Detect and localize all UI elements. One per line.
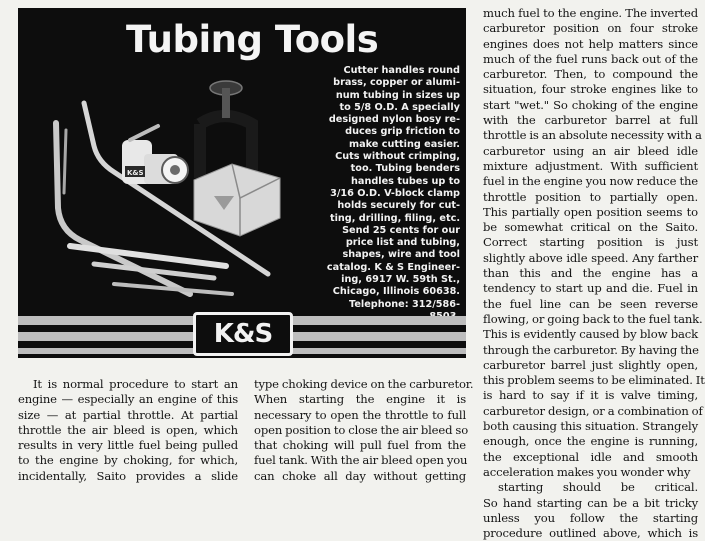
ks-logo-text: K&S: [213, 319, 273, 349]
article-column-middle: type choking device on the carburetor. When starting the engine it is necessary to open the throttle to full open position to close the air bleed so that choking will pull fuel from the fuel tank. With the air bleed open you can choke all day without getting: [254, 377, 474, 483]
article-column-left: It is normal procedure to start an engine — especially an engine of this size — at partial throttle. At partial throttle the air bleed is open, which results in very little fuel being pulled to the engine by choking, for which, incidentally, Saito provides a slide: [18, 377, 238, 483]
ks-logo: [193, 312, 293, 356]
cutter-label: K&S: [127, 169, 144, 177]
ad-description: Cutter handles round brass, copper or alumi- num tubing in sizes up to 5/8 O.D. A specially designed nylon bosy re- duces grip friction to make cutting easier. Cuts without crimping, too. Tubing benders handles tubes up to 3/16 O.D. V-block clamp holds securely for cut- ting, drilling, filing, etc. Send 25 cents for our price list and tubing, shapes, wire and tool catalog. K & S Engineer- ing, 6917 W. 59th St., Chicago, Illinois 60638. Telephone: 312/586-: [326, 65, 460, 310]
tubing-tools-advertisement: [18, 8, 466, 358]
v-block-clamp: [194, 81, 280, 236]
tubing-cutter: [122, 126, 188, 184]
tools-photo: [18, 68, 318, 308]
article-column-right: much fuel to the engine. The inverted carburetor position on four stroke engines does not help matters since much of the fuel runs back out of the carburetor. Then, to compound the situation, four stroke engines like to start "wet." So choking of the engine with the carburetor barrel at full throttle is an absolute necessity with a carburetor using an air bleed idle mixture adjustment. With sufficient fuel in the engine you now reduce the throttle position to partially open. This partially open position seems to be somewhat critical on the Saito. Correct starting position is just slightly above idle speed. Any farther than this and the engine has a tendency to start up and die. Fuel in the fuel line can be seen reverse flowing, or going back to the fuel tank. This is evidently caused by blow back through the carburetor. By having the carburetor barrel just slightly open, this problem seems to be eliminated. It is hard to say if it is valve timing, carburetor design, or a combination of both causing this situation. Strangely enough, once the engine is running, the exceptional idle and smooth acceleration makes you wonder why starting should be critical. So hand starting can be a bit tricky unless you follow the starting procedure outlined above, which is: [483, 6, 705, 541]
ad-title: Tubing Tools: [126, 18, 379, 61]
